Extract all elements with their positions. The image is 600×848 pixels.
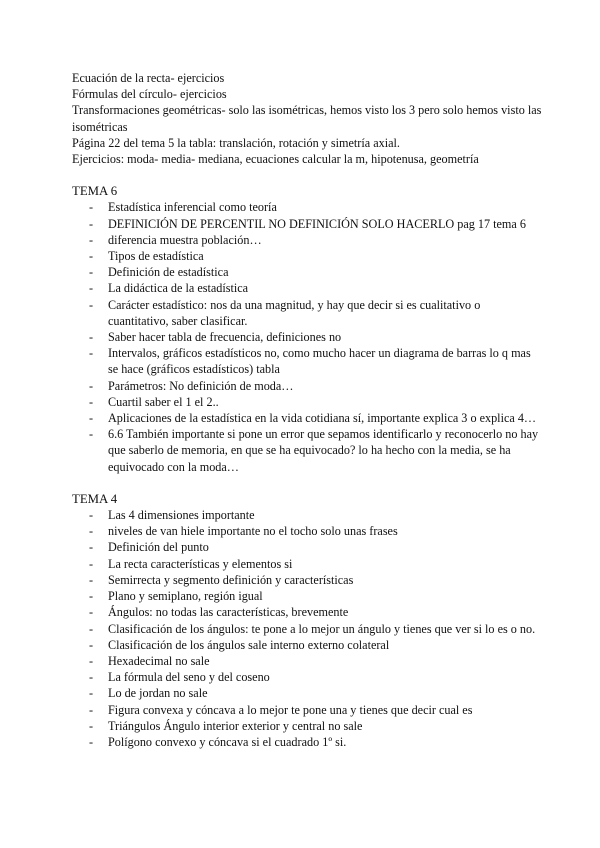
intro-line: Transformaciones geométricas- solo las isométricas, hemos visto los 3 pero solo hemos visto las isométricas <box>72 103 542 134</box>
list-item-text: Intervalos, gráficos estadísticos no, como mucho hacer un diagrama de barras lo q mas se hace (gráficos estadísticos) tabla <box>108 346 531 377</box>
list-item <box>72 669 542 685</box>
list-item-text: Definición de estadística <box>108 265 229 280</box>
list-item-text: Clasificación de los ángulos: te pone a lo mejor un ángulo y tienes que ver si lo es o no. <box>108 621 536 636</box>
bullet-dash: - <box>89 330 94 345</box>
list-item-text: niveles de van hiele importante no el tocho solo unas frases <box>108 524 398 539</box>
list-item <box>72 702 542 718</box>
list-item-text: Tipos de estadística <box>108 249 204 264</box>
bullet-dash: - <box>89 232 94 247</box>
list-item <box>72 539 542 555</box>
list-item-text: Polígono convexo y cóncava si el cuadrado 1º si. <box>108 734 347 749</box>
bullet-list <box>72 507 542 750</box>
bullet-dash: - <box>89 508 94 523</box>
intro-line: Ecuación de la recta- ejercicios <box>72 71 225 85</box>
bullet-dash: - <box>89 734 94 749</box>
list-item <box>72 523 542 539</box>
bullet-dash: - <box>89 637 94 652</box>
list-item-text: Triángulos Ángulo interior exterior y central no sale <box>108 718 363 733</box>
intro-line: Fórmulas del círculo- ejercicios <box>72 87 227 102</box>
list-item-text: Estadística inferencial como teoría <box>108 200 277 215</box>
list-item <box>72 216 542 232</box>
list-item-text: Lo de jordan no sale <box>108 686 208 701</box>
list-item-text: Saber hacer tabla de frecuencia, definiciones no <box>108 330 342 345</box>
list-item <box>72 232 542 248</box>
section-spacer <box>72 167 542 183</box>
list-item-text: Clasificación de los ángulos sale interno externo colateral <box>108 637 390 652</box>
list-item <box>72 394 542 410</box>
list-item-text: Aplicaciones de la estadística en la vida cotidiana sí, importante explica 3 o explica 4… <box>108 411 537 426</box>
bullet-dash: - <box>89 653 94 668</box>
bullet-dash: - <box>89 556 94 571</box>
bullet-dash: - <box>89 540 94 555</box>
bullet-dash: - <box>89 394 94 409</box>
bullet-dash: - <box>89 281 94 296</box>
bullet-dash: - <box>89 605 94 620</box>
bullet-dash: - <box>89 524 94 539</box>
bullet-dash: - <box>89 200 94 215</box>
section-tema-6 <box>72 183 542 475</box>
bullet-dash: - <box>89 216 94 231</box>
bullet-dash: - <box>89 621 94 636</box>
list-item-text: La didáctica de la estadística <box>108 281 249 296</box>
list-item <box>72 604 542 620</box>
intro-line: Ejercicios: moda- media- mediana, ecuaciones calcular la m, hipotenusa, geometría <box>72 152 479 167</box>
document-page <box>72 70 542 750</box>
bullet-dash: - <box>89 427 94 442</box>
list-item <box>72 248 542 264</box>
list-item-text: Carácter estadístico: nos da una magnitud, y hay que decir si es cualitativo o cuantitativo, saber clasificar. <box>108 297 481 328</box>
list-item-text: Definición del punto <box>108 540 209 555</box>
list-item <box>72 621 542 637</box>
list-item <box>72 718 542 734</box>
list-item <box>72 345 542 377</box>
bullet-dash: - <box>89 670 94 685</box>
list-item <box>72 588 542 604</box>
list-item-text: Semirrecta y segmento definición y características <box>108 572 354 587</box>
list-item <box>72 685 542 701</box>
list-item <box>72 426 542 475</box>
list-item <box>72 280 542 296</box>
list-item <box>72 734 542 750</box>
bullet-dash: - <box>89 572 94 587</box>
list-item-text: Las 4 dimensiones importante <box>108 508 255 523</box>
section-spacer <box>72 475 542 491</box>
bullet-dash: - <box>89 378 94 393</box>
intro-block <box>72 70 542 167</box>
list-item <box>72 199 542 215</box>
list-item-text: La recta características y elementos si <box>108 556 293 571</box>
list-item <box>72 378 542 394</box>
list-item <box>72 297 542 329</box>
bullet-dash: - <box>89 589 94 604</box>
list-item-text: diferencia muestra población… <box>108 232 262 247</box>
section-title: TEMA 4 <box>72 491 118 506</box>
bullet-dash: - <box>89 686 94 701</box>
list-item-text: 6.6 También importante si pone un error que sepamos identificarlo y reconocerlo no hay que saberlo de memoria, en que se ha equivocado? lo ha hecho con la media, se ha equivocado con la moda… <box>108 427 539 474</box>
list-item <box>72 556 542 572</box>
list-item <box>72 264 542 280</box>
list-item <box>72 572 542 588</box>
section-title: TEMA 6 <box>72 184 118 199</box>
bullet-dash: - <box>89 702 94 717</box>
bullet-dash: - <box>89 718 94 733</box>
list-item-text: Plano y semiplano, región igual <box>108 589 263 604</box>
list-item-text: Figura convexa y cóncava a lo mejor te pone una y tienes que decir cual es <box>108 702 473 717</box>
bullet-dash: - <box>89 346 94 361</box>
list-item-text: La fórmula del seno y del coseno <box>108 670 270 685</box>
section-tema-4 <box>72 491 542 750</box>
list-item-text: Hexadecimal no sale <box>108 653 210 668</box>
list-item <box>72 329 542 345</box>
list-item-text: DEFINICIÓN DE PERCENTIL NO DEFINICIÓN SOLO HACERLO pag 17 tema 6 <box>108 216 526 231</box>
bullet-dash: - <box>89 297 94 312</box>
intro-line: Página 22 del tema 5 la tabla: translación, rotación y simetría axial. <box>72 135 400 150</box>
list-item <box>72 653 542 669</box>
list-item <box>72 637 542 653</box>
list-item-text: Parámetros: No definición de moda… <box>108 378 294 393</box>
bullet-dash: - <box>89 411 94 426</box>
bullet-list <box>72 199 542 474</box>
list-item-text: Cuartil saber el 1 el 2.. <box>108 394 219 409</box>
bullet-dash: - <box>89 265 94 280</box>
list-item <box>72 410 542 426</box>
list-item <box>72 507 542 523</box>
list-item-text: Ángulos: no todas las características, brevemente <box>108 605 349 620</box>
bullet-dash: - <box>89 249 94 264</box>
